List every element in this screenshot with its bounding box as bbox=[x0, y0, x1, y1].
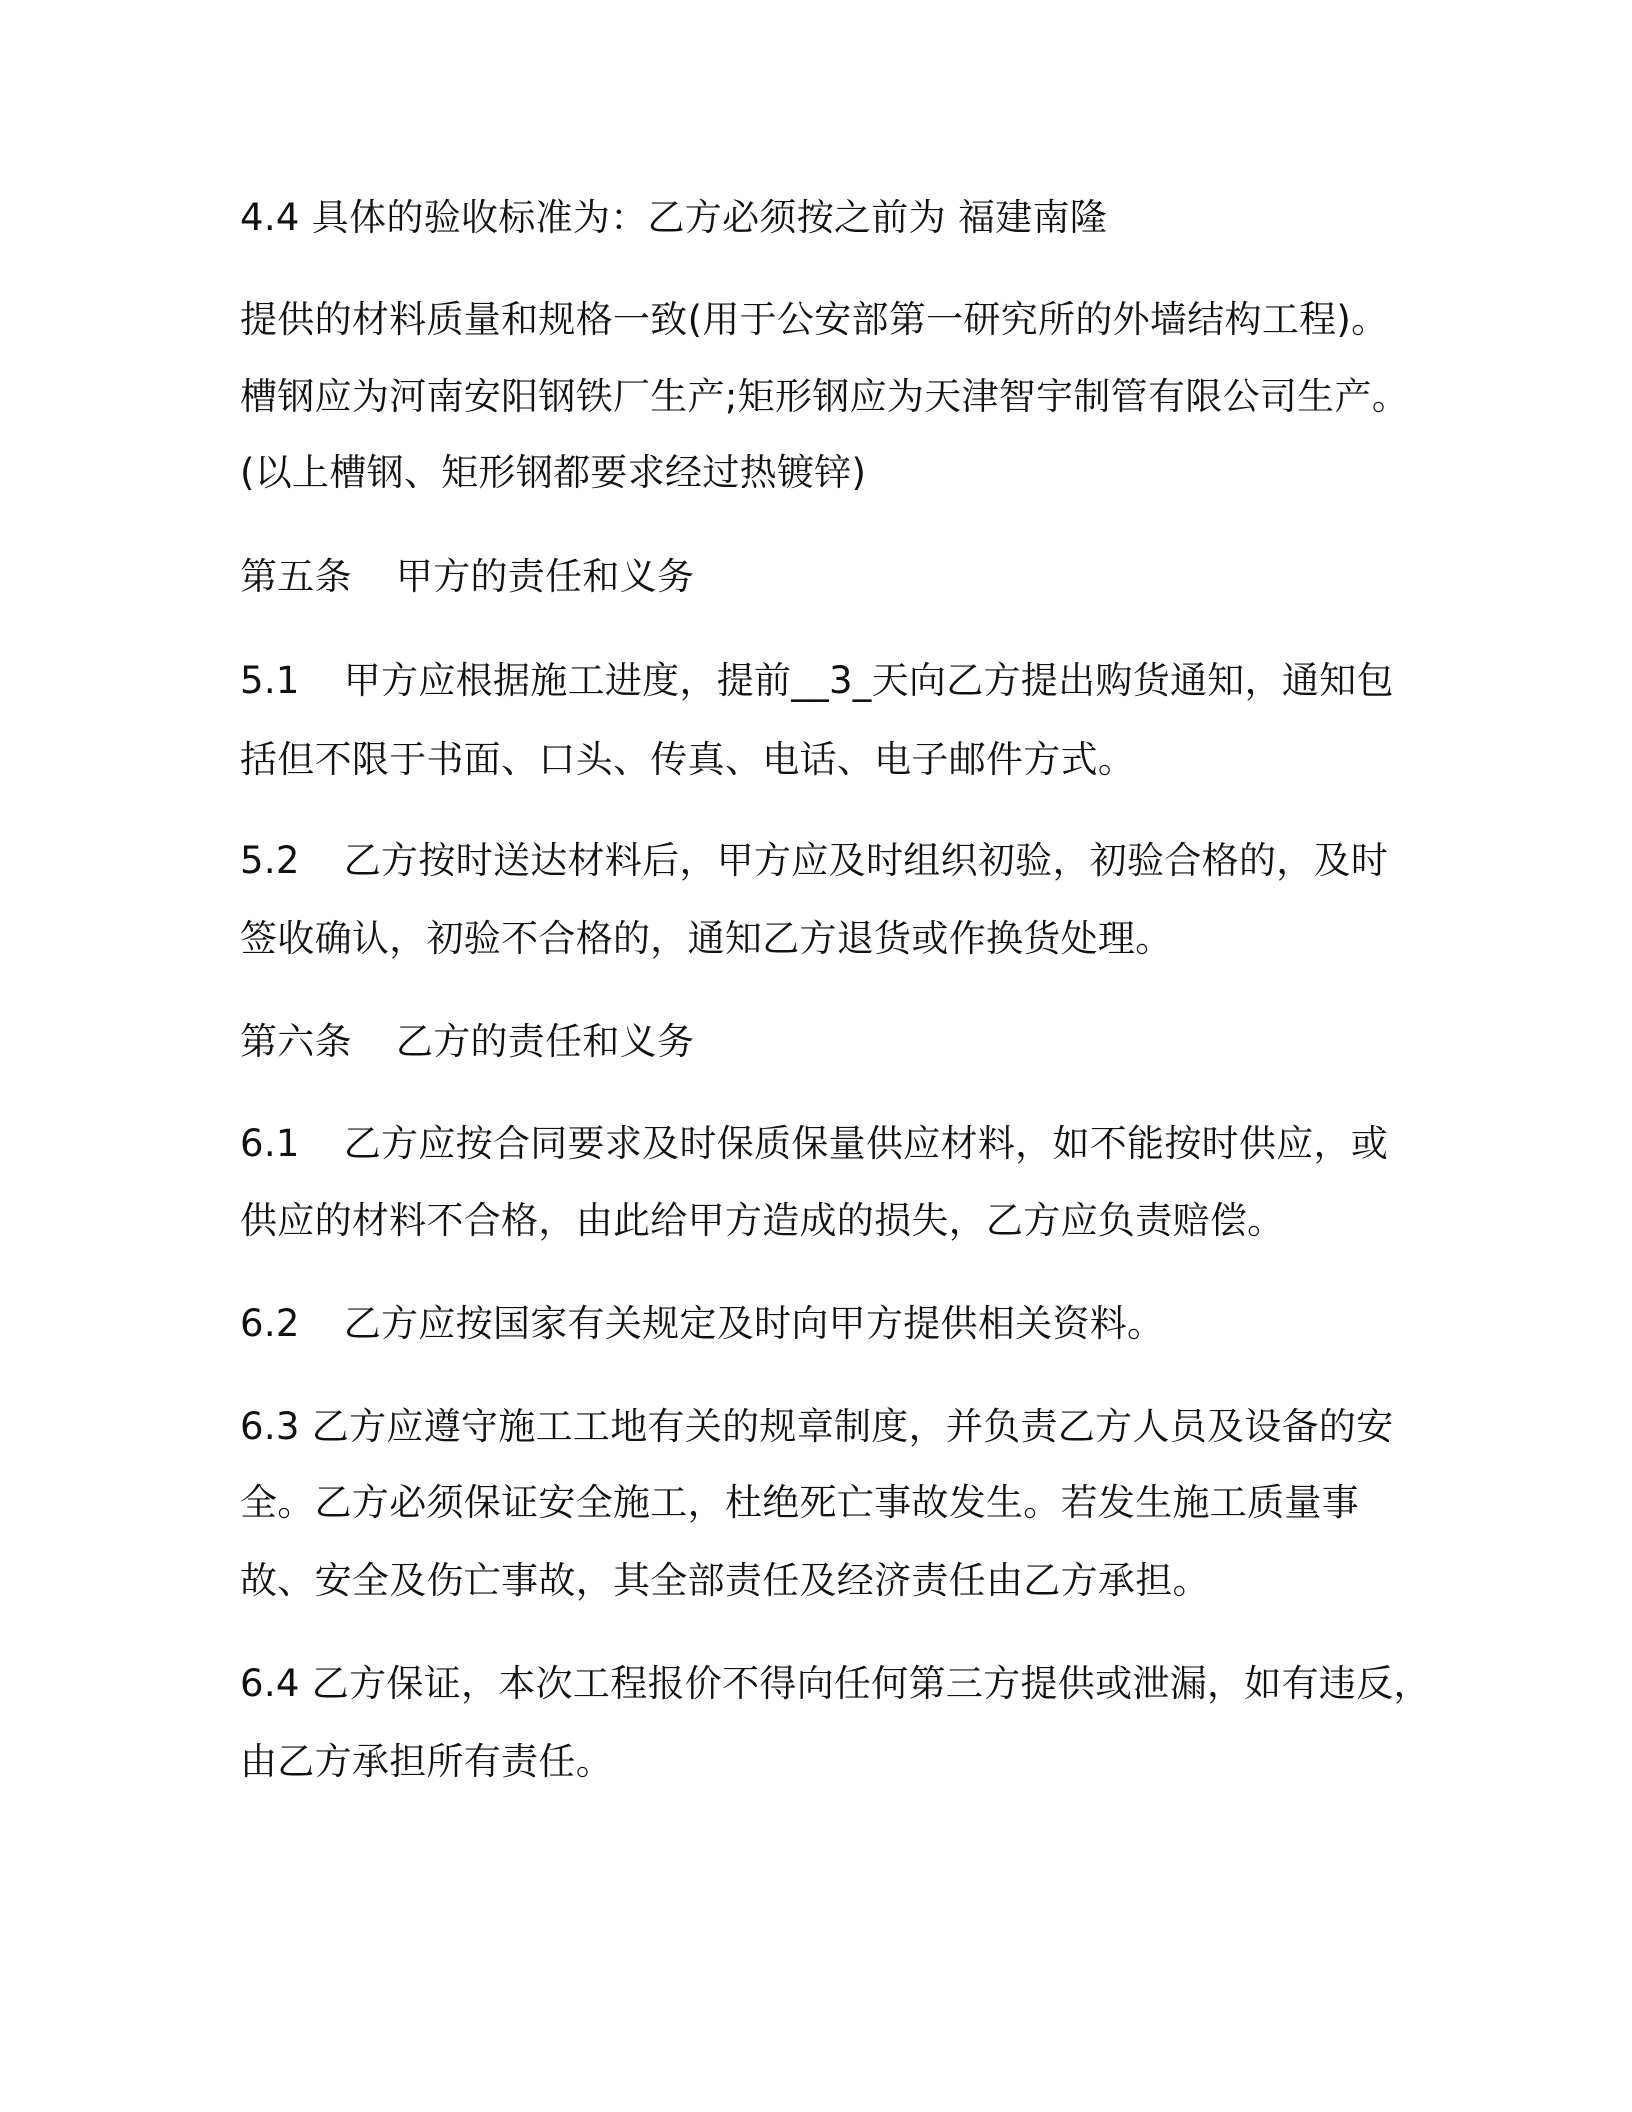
clause-5-2-line-2: 签收确认，初验不合格的，通知乙方退货或作换货处理。 bbox=[240, 917, 1173, 960]
clause-6-2-line-1 bbox=[240, 1300, 1164, 1348]
clause-5-2-text: 乙方按时送达材料后，甲方应及时组织初验，初验合格的，及时 bbox=[343, 839, 1389, 882]
clause-4-4-line-2: 提供的材料质量和规格一致(用于公安部第一研究所的外墙结构工程)。 bbox=[240, 298, 1389, 341]
clause-6-1-line-2: 供应的材料不合格，由此给甲方造成的损失，乙方应负责赔偿。 bbox=[240, 1199, 1285, 1242]
clause-4-4-line-4: (以上槽钢、矩形钢都要求经过热镀锌) bbox=[240, 451, 867, 494]
clause-6-1-text: 乙方应按合同要求及时保质保量供应材料，如不能按时供应，或 bbox=[343, 1122, 1389, 1165]
article-5-number: 第五条 bbox=[240, 555, 352, 598]
clause-6-3-line-1: 6.3 乙方应遵守施工工地有关的规章制度，并负责乙方人员及设备的安 bbox=[240, 1405, 1394, 1448]
clause-6-1-line-1 bbox=[240, 1120, 1388, 1168]
clause-5-1-text: 甲方应根据施工进度，提前__3_天向乙方提出购货通知，通知包 bbox=[343, 659, 1394, 702]
clause-6-2-text: 乙方应按国家有关规定及时向甲方提供相关资料。 bbox=[343, 1302, 1165, 1345]
article-6-title: 乙方的责任和义务 bbox=[395, 1020, 695, 1063]
article-5-title: 甲方的责任和义务 bbox=[395, 555, 695, 598]
clause-5-2-line-1 bbox=[240, 837, 1388, 885]
clause-6-1-number: 6.1 bbox=[240, 1122, 300, 1165]
clause-5-1-number: 5.1 bbox=[240, 659, 300, 702]
clause-5-2-number: 5.2 bbox=[240, 839, 300, 882]
article-6-heading bbox=[240, 1018, 694, 1066]
clause-6-2-number: 6.2 bbox=[240, 1302, 300, 1345]
clause-6-3-line-3: 故、安全及伤亡事故，其全部责任及经济责任由乙方承担。 bbox=[240, 1559, 1210, 1602]
clause-6-3-line-2: 全。乙方必须保证安全施工，杜绝死亡事故发生。若发生施工质量事 bbox=[240, 1481, 1359, 1524]
clause-5-1-line-2: 括但不限于书面、口头、传真、电话、电子邮件方式。 bbox=[240, 738, 1136, 781]
clause-4-4-line-3: 槽钢应为河南安阳钢铁厂生产;矩形钢应为天津智宇制管有限公司生产。 bbox=[240, 375, 1410, 418]
clause-5-1-line-1 bbox=[240, 657, 1394, 705]
clause-6-4-line-2: 由乙方承担所有责任。 bbox=[240, 1740, 613, 1783]
article-5-heading bbox=[240, 553, 694, 601]
article-6-number: 第六条 bbox=[240, 1020, 352, 1063]
clause-4-4-line-1: 4.4 具体的验收标准为：乙方必须按之前为 福建南隆 bbox=[240, 196, 1108, 239]
clause-6-4-line-1: 6.4 乙方保证，本次工程报价不得向任何第三方提供或泄漏，如有违反， bbox=[240, 1662, 1431, 1705]
